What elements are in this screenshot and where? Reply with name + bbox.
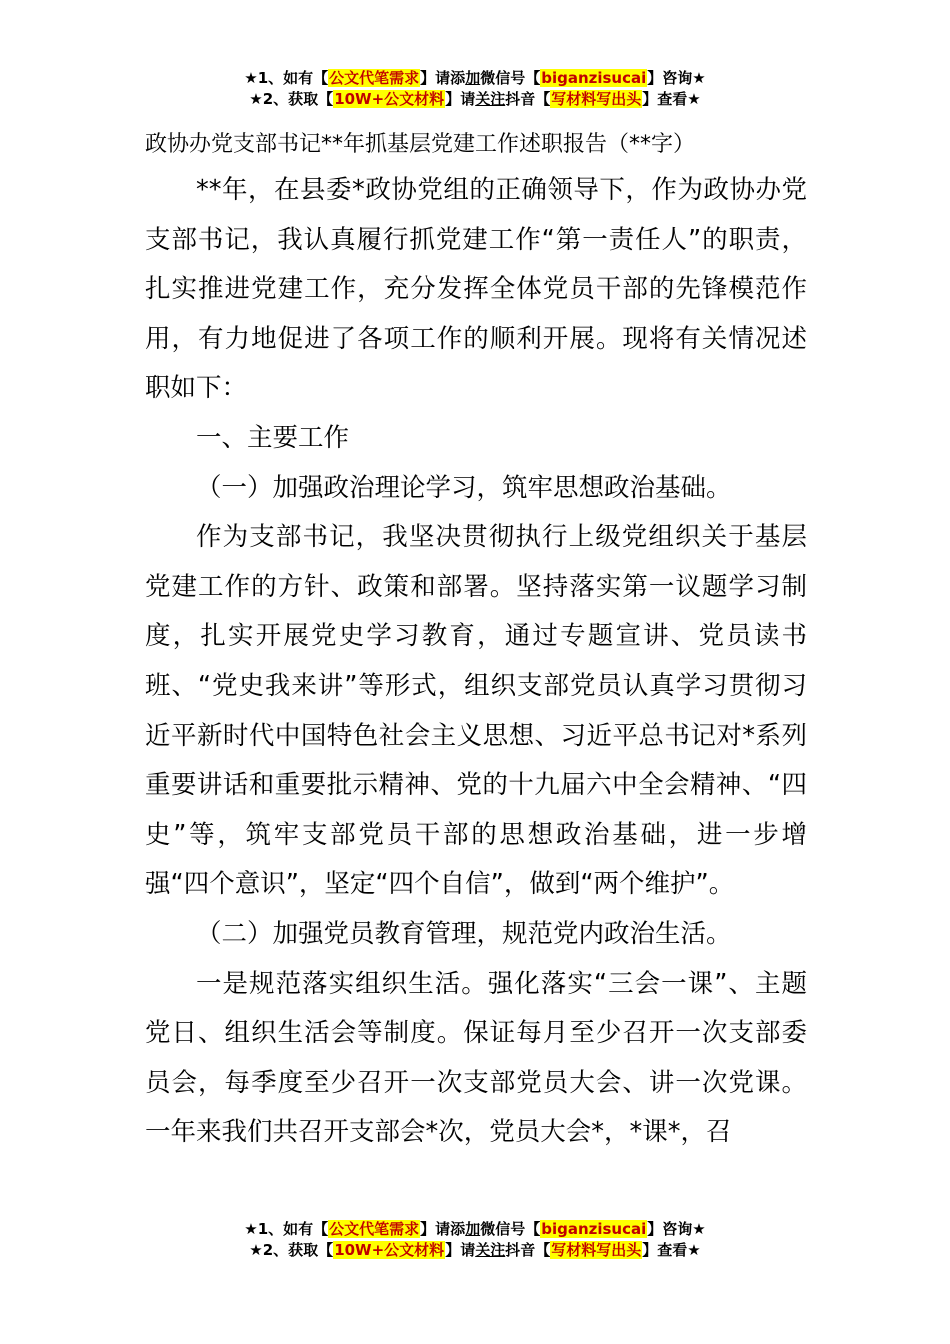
document-body — [145, 124, 807, 1158]
header-banner — [0, 68, 950, 110]
banner-text: 微信号【 — [480, 1220, 541, 1238]
banner-line-1 — [0, 68, 950, 89]
document-title: 政协办党支部书记**年抓基层党建工作述职报告（**字） — [145, 132, 696, 157]
paragraph-study: 作为支部书记，我坚决贯彻执行上级党组织关于基层党建工作的方针、政策和部署。坚持落实第一议题学习制度，扎实开展党史学习教育，通过专题宣讲、党员读书班、“党史我来讲”等形式，组织支部党员认真学习贯彻习近平新时代中国特色社会主义思想、习近平总书记对*系列重要讲话和重要批示精神、党的十九届六中全会精神、“四史”等，筑牢支部党员干部的思想政治基础，进一步增强“四个意识”，坚定“四个自信”，做到“两个维护”。 — [145, 522, 807, 900]
banner-text: 】请添 — [420, 1220, 466, 1238]
paragraph-intro: **年，在县委*政协党组的正确领导下，作为政协办党支部书记，我认真履行抓党建工作“第一责任人”的职责，扎实推进党建工作，充分发挥全体党员干部的先锋模范作用，有力地促进了各项工作的顺利开展。现将有关情况述职如下： — [145, 175, 807, 404]
banner-text: 】请添 — [420, 69, 466, 87]
banner-line-2 — [0, 89, 950, 110]
banner-text: 抖音【 — [505, 1241, 551, 1259]
paragraph-organization: 一是规范落实组织生活。强化落实“三会一课”、主题党日、组织生活会等制度。保证每月至少召开一次支部委员会，每季度至少召开一次支部党员大会、讲一次党课。一年来我们共召开支部会*次，党员大会*，*课*，召 — [145, 968, 807, 1148]
banner-underline: 关注 — [475, 90, 506, 108]
banner-highlight: biganzisucai — [541, 69, 647, 87]
banner-underline: 关注 — [475, 1241, 506, 1259]
banner-highlight: 公文代笔需求 — [329, 69, 420, 87]
banner-text: ★1、如有【 — [244, 69, 329, 87]
banner-text: 】查看★ — [642, 90, 701, 108]
banner-highlight: biganzisucai — [541, 1220, 647, 1238]
banner-highlight: 写材料写出头 — [551, 1241, 642, 1259]
banner-highlight: 公文代笔需求 — [329, 1220, 420, 1238]
banner-text: 微信号【 — [480, 69, 541, 87]
section-heading: 一、主要工作 — [196, 422, 350, 453]
banner-line-2 — [0, 1240, 950, 1261]
banner-text: 】请 — [445, 90, 476, 108]
banner-underline: 加 — [465, 1220, 481, 1238]
banner-text: 】咨询★ — [647, 69, 706, 87]
banner-text: ★2、获取【 — [249, 90, 334, 108]
banner-text: 】查看★ — [642, 1241, 701, 1259]
banner-text: 】请 — [445, 1241, 476, 1259]
banner-line-1 — [0, 1219, 950, 1240]
footer-banner — [0, 1219, 950, 1261]
banner-highlight: 10W+公文材料 — [334, 90, 445, 108]
banner-text: ★1、如有【 — [244, 1220, 329, 1238]
banner-highlight: 写材料写出头 — [551, 90, 642, 108]
banner-text: 】咨询★ — [647, 1220, 706, 1238]
banner-underline: 加 — [465, 69, 481, 87]
subsection-heading: （一）加强政治理论学习，筑牢思想政治基础。 — [196, 472, 732, 503]
banner-text: ★2、获取【 — [249, 1241, 334, 1259]
banner-text: 抖音【 — [505, 90, 551, 108]
subsection-heading: （二）加强党员教育管理，规范党内政治生活。 — [196, 918, 732, 949]
banner-highlight: 10W+公文材料 — [334, 1241, 445, 1259]
